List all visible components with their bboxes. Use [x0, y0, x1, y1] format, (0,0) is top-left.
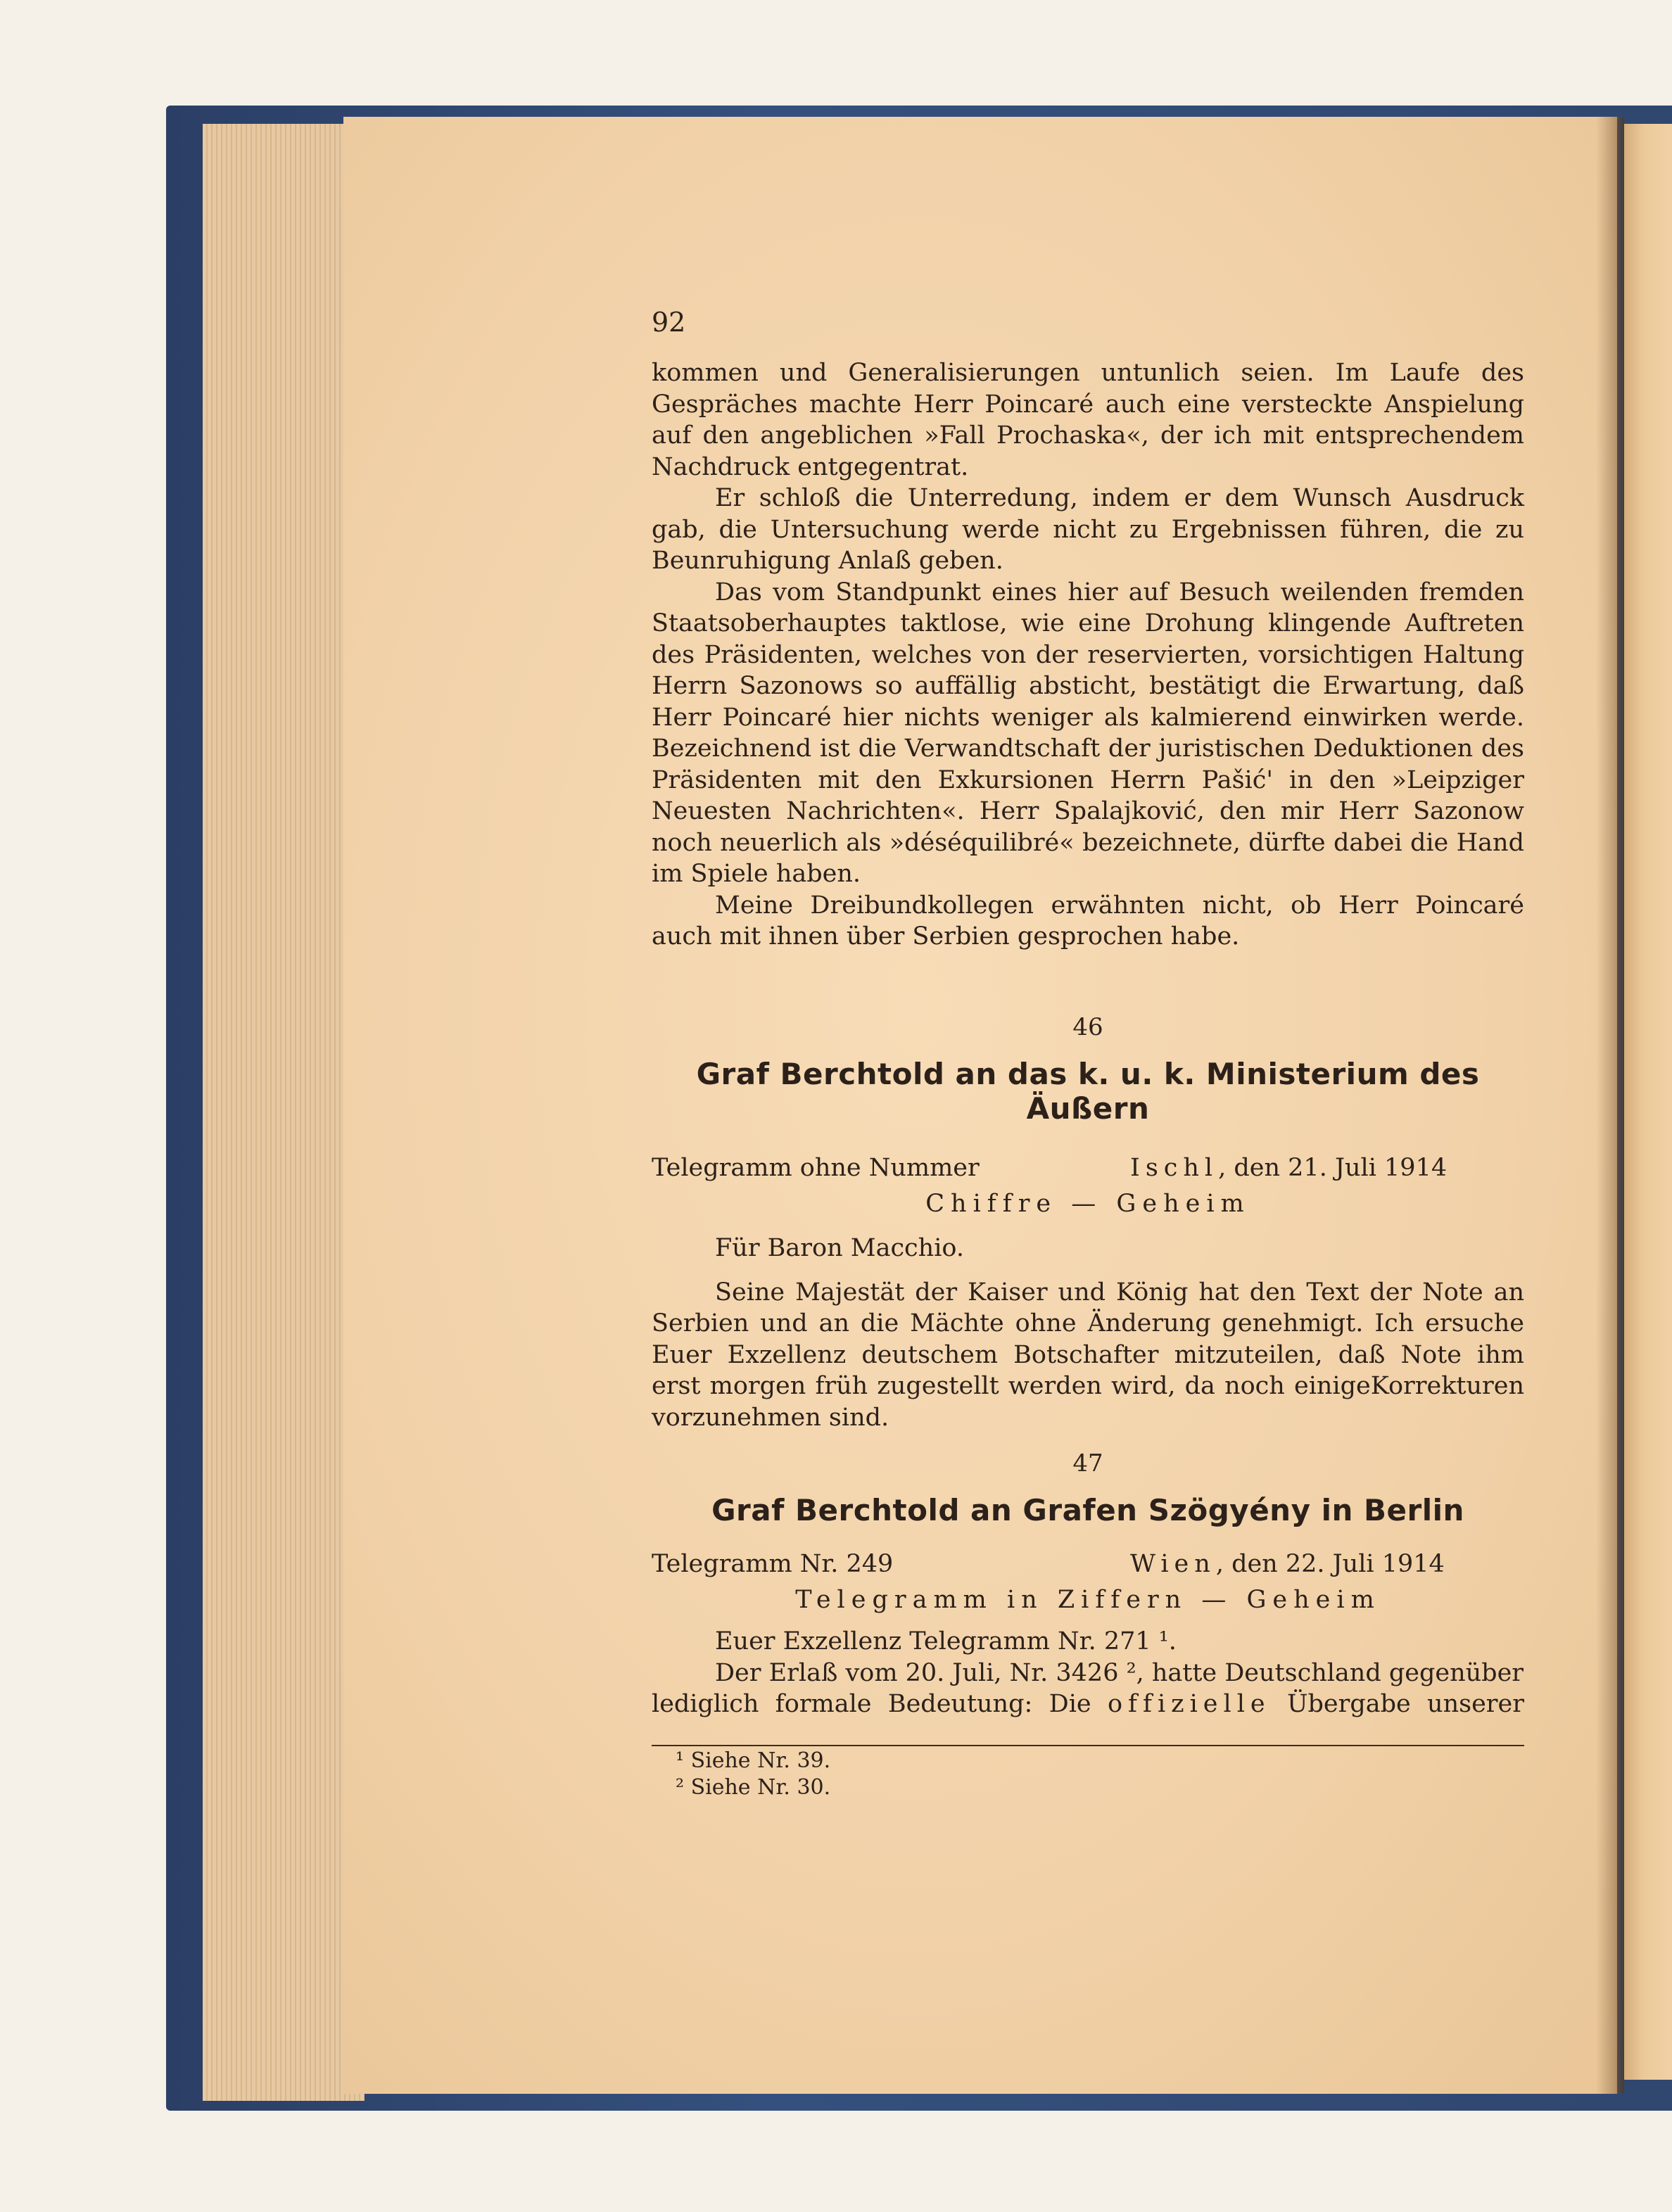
date: , den 21. Juli 1914	[1218, 1154, 1448, 1182]
emphasis-word: offizielle	[1107, 1690, 1271, 1718]
body-line-end: Übergabe unserer	[1286, 1690, 1524, 1718]
date: , den 22. Juli 1914	[1215, 1550, 1445, 1578]
classification: Telegramm in Ziffern — Geheim	[795, 1586, 1381, 1614]
addressee: Für Baron Macchio.	[715, 1234, 964, 1262]
page-number: 92	[652, 307, 686, 338]
telegram-meta	[652, 1152, 1524, 1183]
telegram-body: Seine Majestät der Kaiser und König hat den Text der Note an Serbien und an die Mächte ohne Änderung genehmigt. Ich ersuche Euer Exzellenz deutschem Botschafter mitzuteilen, daß Note ihm erst morgen früh zugestellt werden wird, da noch einigeKorrekturen vorzunehmen sind.	[652, 1278, 1524, 1432]
telegram-meta	[652, 1549, 1524, 1579]
document-title: Graf Berchtold an Grafen Szögyény in Berlin	[711, 1493, 1464, 1527]
footnote: ¹ Siehe Nr. 39.	[676, 1748, 831, 1773]
reference-line: Euer Exzellenz Telegramm Nr. 271 ¹.	[715, 1627, 1177, 1655]
footnote-divider	[652, 1745, 1524, 1746]
document-number: 47	[1072, 1449, 1103, 1477]
body-line	[652, 1689, 1524, 1720]
paragraph: Das vom Standpunkt eines hier auf Besuch weilenden fremden Staatsoberhauptes taktlose, wie eine Drohung klingende Auftreten des Präsidenten, welches von der reservierten, vorsichtigen Haltung Herrn Sazonows so auffällig absticht, bestätigt die Erwartung, daß Herr Poincaré hier nichts weniger als kalmierend einwirken werde. Bezeichnend ist die Verwandtschaft der juristischen Deduktionen des Präsidenten mit den Exkursionen Herrn Pašić' in den »Leipziger Neuesten Nachrichten«. Herr Spalajković, den mir Herr Sazonow noch neuerlich als »déséquilibré« bezeichnete, dürfte dabei die Hand im Spiele haben.	[652, 578, 1524, 888]
document-number: 46	[1072, 1013, 1103, 1041]
page-edges	[203, 124, 365, 2101]
classification: Chiffre — Geheim	[925, 1190, 1250, 1218]
place-date	[1130, 1152, 1524, 1183]
footnotes	[676, 1748, 830, 1801]
document-title: Graf Berchtold an das k. u. k. Ministerium des Äußern	[696, 1057, 1480, 1126]
document-46	[652, 1013, 1524, 1433]
intro-text	[652, 357, 1524, 953]
telegram-number: Telegramm ohne Nummer	[652, 1154, 980, 1182]
body-line-start: lediglich formale Bedeutung: Die	[652, 1690, 1091, 1718]
place: Wien	[1130, 1550, 1216, 1578]
place: Ischl	[1130, 1154, 1219, 1182]
facing-page-edge	[1624, 124, 1672, 2080]
footnote: ² Siehe Nr. 30.	[676, 1775, 831, 1800]
document-47	[652, 1449, 1524, 1720]
page-gutter	[1596, 117, 1624, 2094]
paragraph: Meine Dreibundkollegen erwähnten nicht, ob Herr Poincaré auch mit ihnen über Serbien gesprochen habe.	[652, 891, 1524, 951]
paragraph: Er schloß die Unterredung, indem er dem Wunsch Ausdruck gab, die Untersuchung werde nicht zu Ergebnissen führen, die zu Beunruhigung Anlaß geben.	[652, 484, 1524, 575]
telegram-number: Telegramm Nr. 249	[652, 1550, 894, 1578]
paragraph: kommen und Generalisierungen untunlich seien. Im Laufe des Gespräches machte Herr Poincaré auch eine versteckte Anspielung auf den angeblichen »Fall Prochaska«, der ich mit entsprechendem Nachdruck entgegentrat.	[652, 359, 1524, 481]
body-line: Der Erlaß vom 20. Juli, Nr. 3426 ², hatte Deutschland gegenüber	[715, 1658, 1524, 1687]
place-date	[1130, 1549, 1524, 1579]
